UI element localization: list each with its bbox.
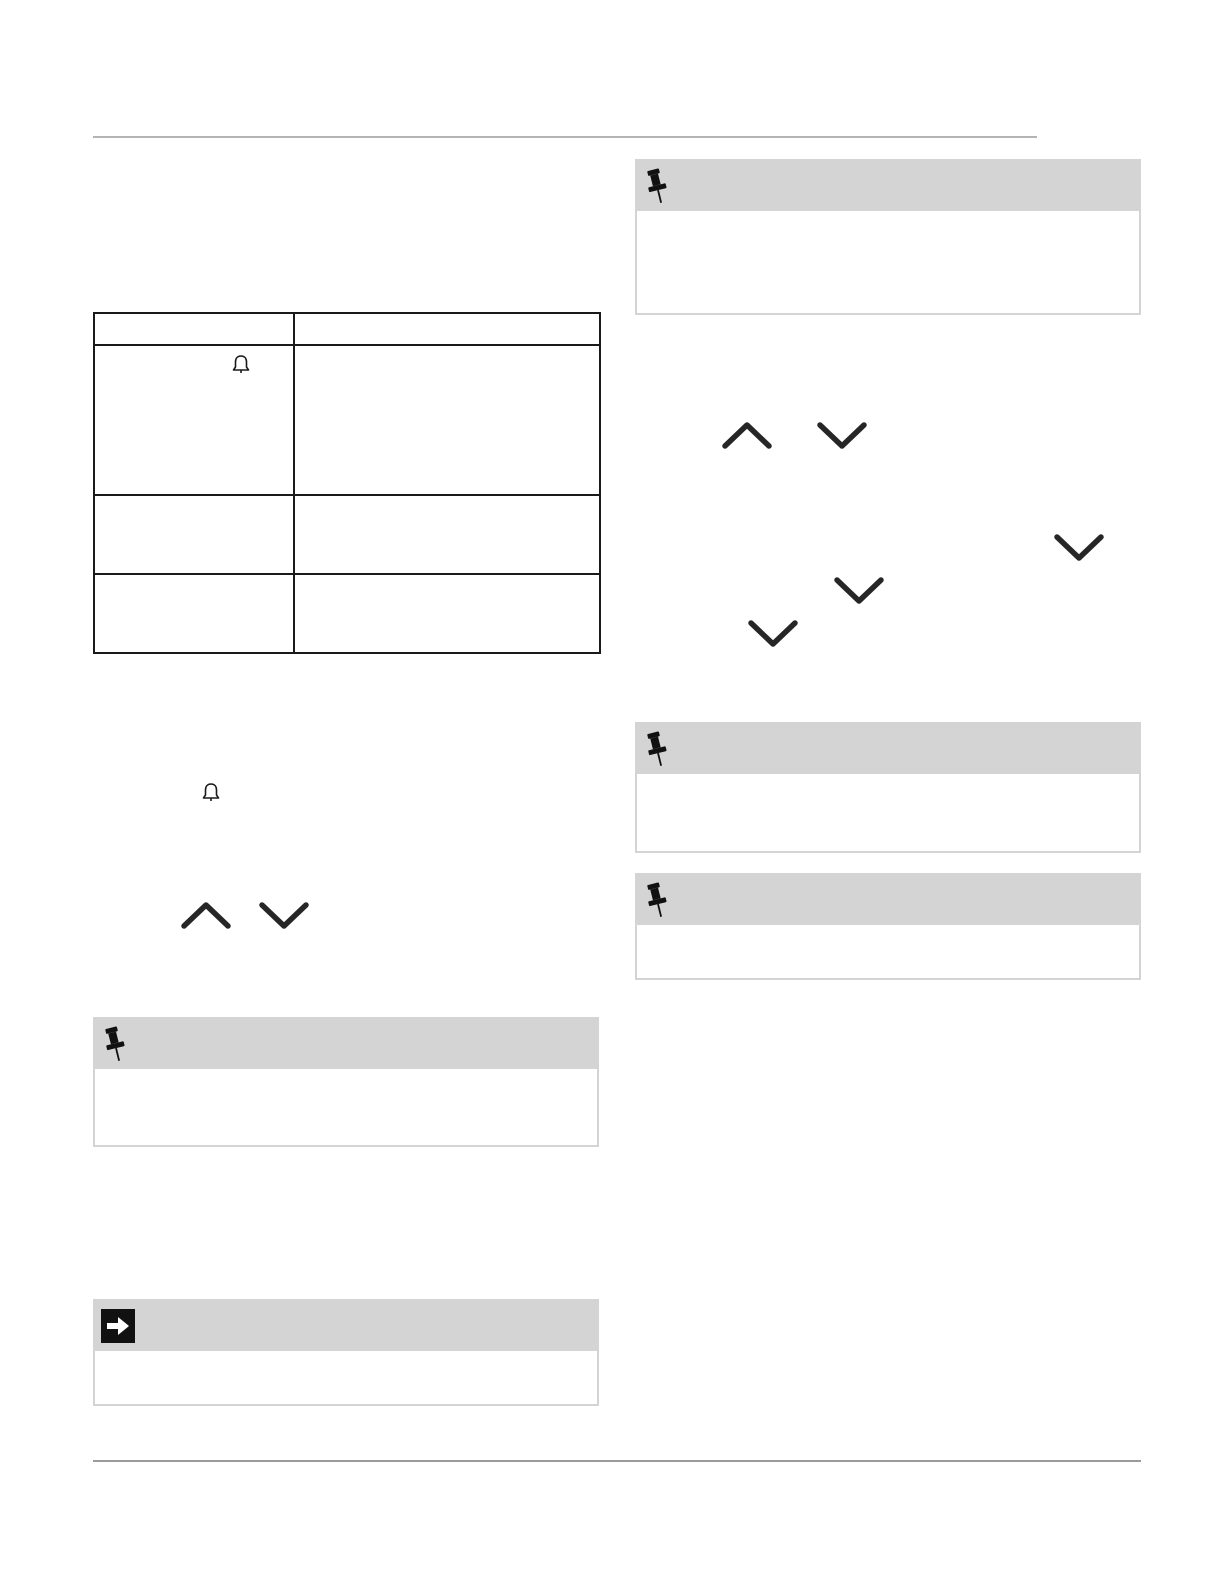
table-cell <box>94 574 294 653</box>
chevron-up-icon <box>180 900 232 932</box>
pushpin-icon <box>643 730 673 768</box>
note-body <box>637 774 1139 851</box>
pushpin-icon <box>643 881 673 919</box>
pushpin-icon <box>643 167 673 205</box>
note-header <box>637 724 1139 774</box>
note-header <box>95 1301 597 1351</box>
table-cell <box>294 495 600 574</box>
note-body <box>95 1069 597 1145</box>
note-body <box>637 925 1139 978</box>
table-header-cell <box>94 313 294 345</box>
note-header <box>637 875 1139 925</box>
bell-icon <box>201 782 221 804</box>
note-body <box>95 1351 597 1404</box>
footer-divider <box>93 1460 1141 1462</box>
bell-icon <box>231 354 251 376</box>
note-header <box>95 1019 597 1069</box>
table-cell <box>294 345 600 495</box>
table-cell <box>94 345 294 495</box>
note-body <box>637 211 1139 313</box>
note-box <box>635 722 1141 853</box>
chevron-down-icon <box>816 420 868 452</box>
note-header <box>637 161 1139 211</box>
note-box <box>93 1017 599 1147</box>
chevron-up-icon <box>721 420 773 452</box>
table-row <box>94 345 600 495</box>
chevron-down-icon <box>747 618 799 650</box>
mode-table <box>93 312 601 654</box>
header-divider <box>93 136 1037 138</box>
table-header-cell <box>294 313 600 345</box>
table-row <box>94 495 600 574</box>
note-box <box>93 1299 599 1406</box>
note-box <box>635 159 1141 315</box>
table-cell <box>94 495 294 574</box>
note-box <box>635 873 1141 980</box>
table-header-row <box>94 313 600 345</box>
chevron-down-icon <box>833 575 885 607</box>
pushpin-icon <box>101 1025 131 1063</box>
arrow-right-icon <box>101 1309 135 1343</box>
table-cell <box>294 574 600 653</box>
table-row <box>94 574 600 653</box>
chevron-down-icon <box>258 900 310 932</box>
chevron-down-icon <box>1053 532 1105 564</box>
